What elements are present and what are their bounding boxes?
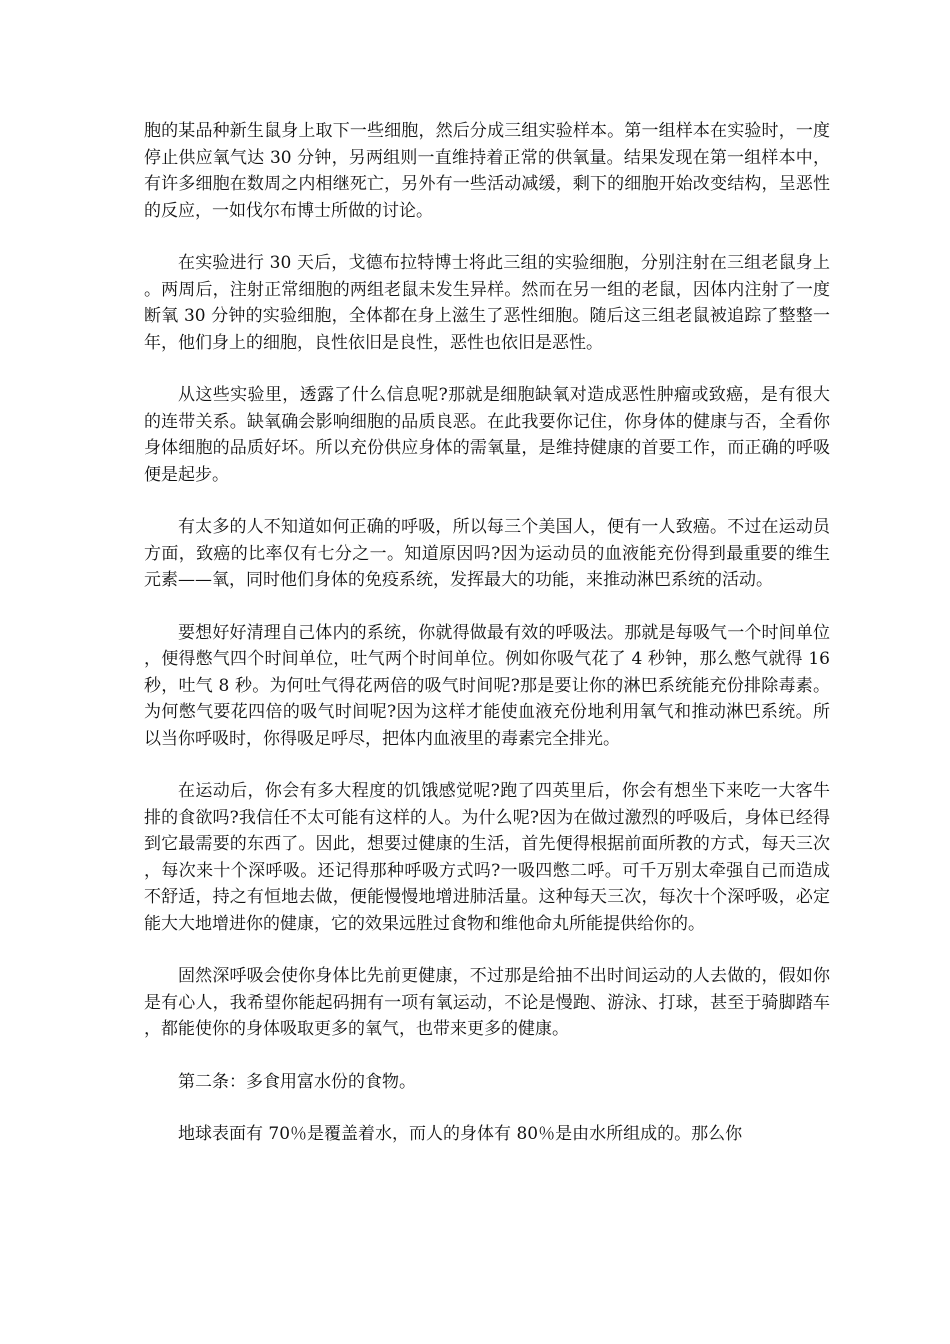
paragraph-after-exercise: 在运动后，你会有多大程度的饥饿感觉呢?跑了四英里后，你会有想坐下来吃一大客牛排的食欲吗?我信任不太可能有这样的人。为什么呢?因为在做过激烈的呼吸后，身体已经得到它最需要的东西了。因此，想要过健康的生活，首先便得根据前面所教的方式，每天三次，每次来十个深呼吸。还记得那种呼吸方式吗?一吸四憋二呼。可千万别太牵强自己而造成不舒适，持之有恒地去做，便能慢慢地增进肺活量。这种每天三次，每次十个深呼吸，必定能大大地增进你的健康，它的效果远胜过食物和维他命丸所能提供给你的。 [144,781,830,934]
paragraph-mouse-cell-experiment: 胞的某品种新生鼠身上取下一些细胞，然后分成三组实验样本。第一组样本在实验时，一度停止供应氧气达 30 分钟，另两组则一直维持着正常的供氧量。结果发现在第一组样本中，有许多细胞在数周之内相继死亡，另外有一些活动减缓，剩下的细胞开始改变结构，呈恶性的反应，一如伐尔布博士所做的讨论。 [144,121,830,221]
document-page [144,118,830,1174]
paragraph-injection-results: 在实验进行 30 天后，戈德布拉特博士将此三组的实验细胞，分别注射在三组老鼠身上。两周后，注射正常细胞的两组老鼠未发生异样。然而在另一组的老鼠，因体内注射了一度断氧 30 分钟的实验细胞，全体都在身上滋生了恶性细胞。随后这三组老鼠被追踪了整整一年，他们身上的细胞，良性依旧是良性，恶性也依旧是恶性。 [144,253,830,353]
paragraph-athletes: 有太多的人不知道如何正确的呼吸，所以每三个美国人，便有一人致癌。不过在运动员方面，致癌的比率仅有七分之一。知道原因吗?因为运动员的血液能充份得到最重要的维生元素——氧，同时他们身体的免疫系统，发挥最大的功能，来推动淋巴系统的活动。 [144,517,830,590]
paragraph-water-content: 地球表面有 70％是覆盖着水，而人的身体有 80％是由水所组成的。那么你 [178,1124,743,1144]
section-heading-rule-two: 第二条：多食用富水份的食物。 [178,1071,416,1092]
paragraph-oxygen-conclusion: 从这些实验里，透露了什么信息呢?那就是细胞缺氧对造成恶性肿瘤或致癌，是有很大的连带关系。缺氧确会影响细胞的品质良恶。在此我要你记住，你身体的健康与否，全看你身体细胞的品质好坏。所以充份供应身体的需氧量，是维持健康的首要工作，而正确的呼吸便是起步。 [144,385,830,485]
paragraph-aerobic-exercise: 固然深呼吸会使你身体比先前更健康，不过那是给抽不出时间运动的人去做的，假如你是有心人，我希望你能起码拥有一项有氧运动，不论是慢跑、游泳、打球，甚至于骑脚踏车，都能使你的身体吸取更多的氧气，也带来更多的健康。 [144,966,830,1039]
paragraph-breathing-method: 要想好好清理自己体内的系统，你就得做最有效的呼吸法。那就是每吸气一个时间单位，便得憋气四个时间单位，吐气两个时间单位。例如你吸气花了 4 秒钟，那么憋气就得 16 秒，吐气 8 秒。为何吐气得花两倍的吸气时间呢?那是要让你的淋巴系统能充份排除毒素。为何憋气要花四倍的吸气时间呢?因为这样才能使血液充份地利用氧气和推动淋巴系统。所以当你呼吸时，你得吸足呼尽，把体内血液里的毒素完全排光。 [144,622,830,749]
